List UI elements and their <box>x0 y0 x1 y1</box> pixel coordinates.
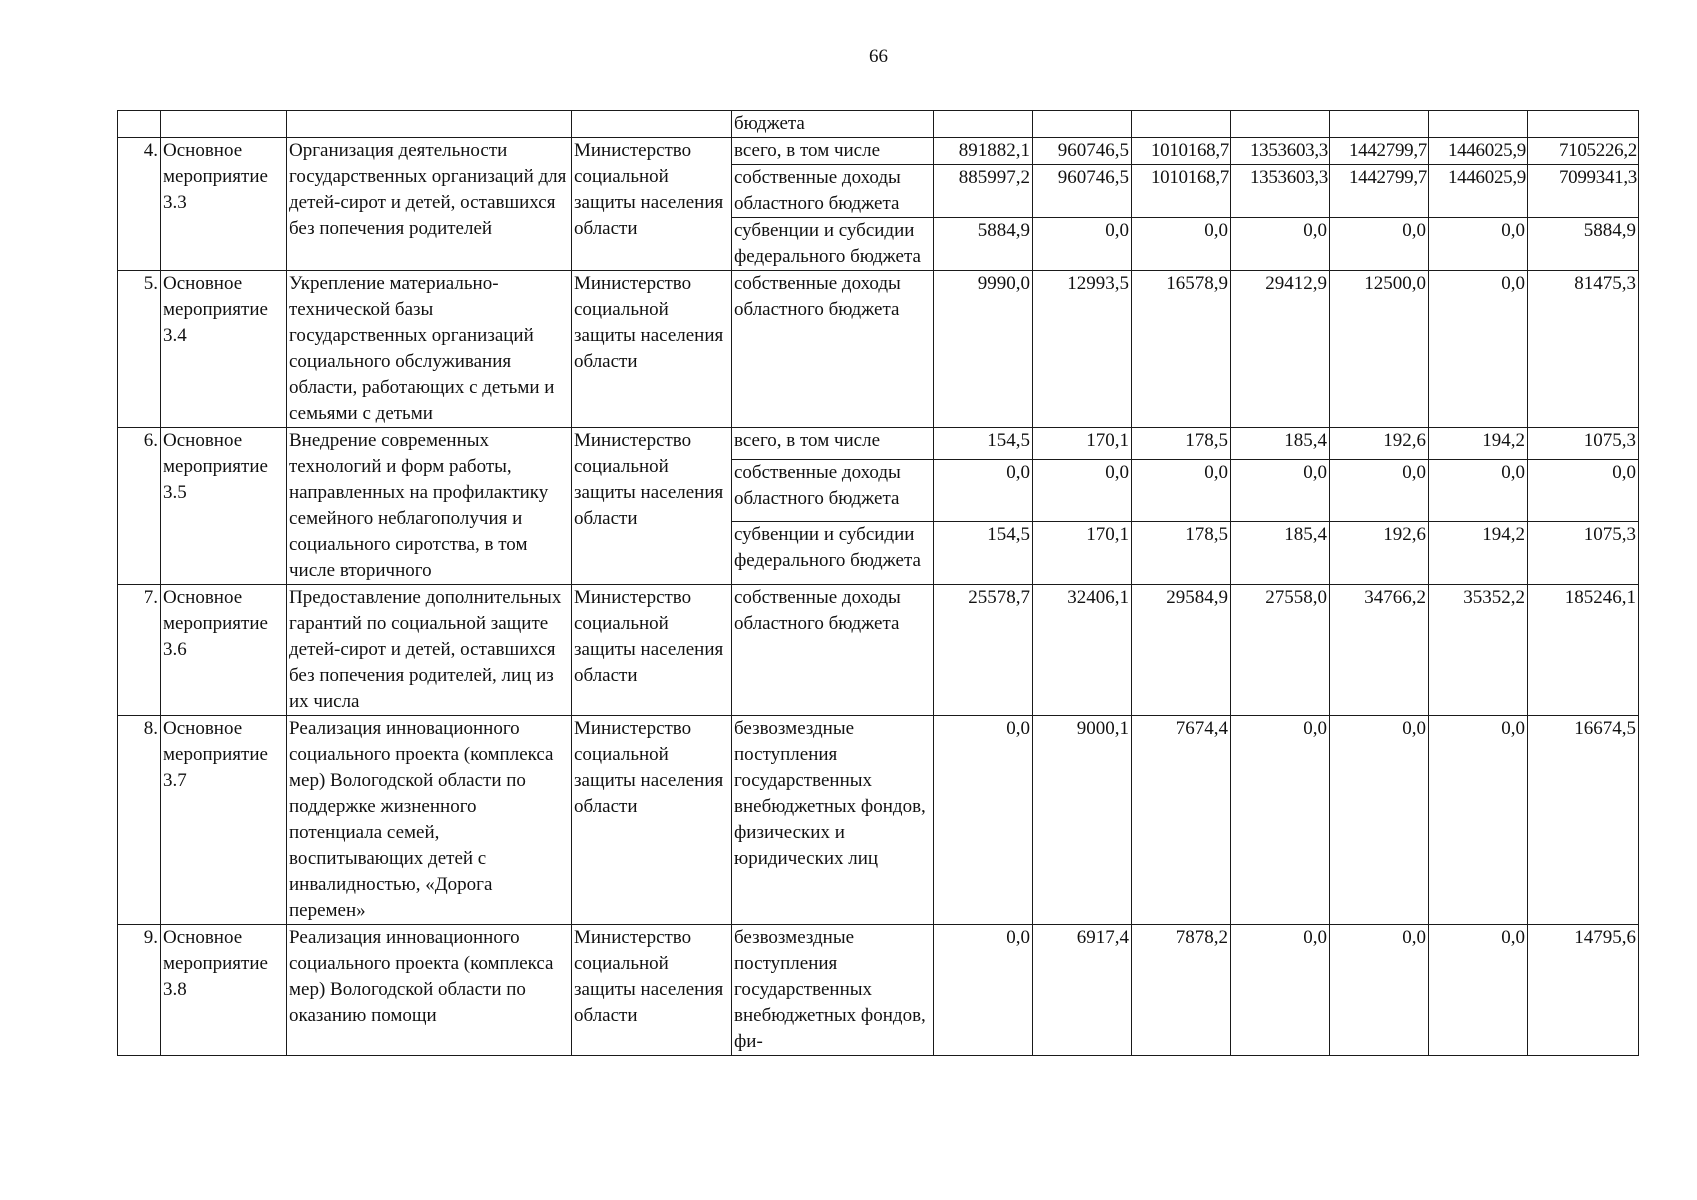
program-budget-table <box>117 110 1639 1056</box>
value-2020: 9000,1 <box>1033 716 1132 925</box>
row-index: 5. <box>118 271 161 428</box>
value-2023: 0,0 <box>1330 459 1429 522</box>
activity-name: Основное мероприятие 3.8 <box>161 925 287 1056</box>
value-2024: 0,0 <box>1429 459 1528 522</box>
value-2022: 0,0 <box>1231 716 1330 925</box>
page-number: 66 <box>869 46 888 67</box>
value-total: 14795,6 <box>1528 925 1639 1056</box>
value-2020: 0,0 <box>1033 218 1132 271</box>
funding-source: собственные доходы областного бюджета <box>732 459 934 522</box>
value-2022: 185,4 <box>1231 428 1330 460</box>
value-total: 16674,5 <box>1528 716 1639 925</box>
value-2021 <box>1132 111 1231 138</box>
value-2019: 154,5 <box>934 522 1033 585</box>
funding-source: собственные доходы областного бюджета <box>732 585 934 716</box>
value-2021: 178,5 <box>1132 428 1231 460</box>
value-2022: 1353603,3 <box>1231 165 1330 218</box>
executor: Министерство социальной защиты населения области <box>572 271 732 428</box>
value-2019: 5884,9 <box>934 218 1033 271</box>
value-total: 1075,3 <box>1528 522 1639 585</box>
activity-name <box>161 111 287 138</box>
value-2024: 1446025,9 <box>1429 165 1528 218</box>
value-total: 81475,3 <box>1528 271 1639 428</box>
value-2020: 170,1 <box>1033 428 1132 460</box>
executor: Министерство социальной защиты населения области <box>572 138 732 271</box>
value-2022: 1353603,3 <box>1231 138 1330 165</box>
value-2023: 34766,2 <box>1330 585 1429 716</box>
executor: Министерство социальной защиты населения области <box>572 428 732 585</box>
value-2019 <box>934 111 1033 138</box>
table-body <box>118 111 1639 1056</box>
value-2020: 6917,4 <box>1033 925 1132 1056</box>
value-2020: 170,1 <box>1033 522 1132 585</box>
value-2022: 0,0 <box>1231 218 1330 271</box>
value-2024: 1446025,9 <box>1429 138 1528 165</box>
value-2021: 7878,2 <box>1132 925 1231 1056</box>
value-2024: 35352,2 <box>1429 585 1528 716</box>
value-2023: 192,6 <box>1330 428 1429 460</box>
value-total: 7105226,2 <box>1528 138 1639 165</box>
table-row <box>118 716 1639 925</box>
funding-source: собственные доходы областного бюджета <box>732 271 934 428</box>
funding-source: всего, в том числе <box>732 138 934 165</box>
value-2020: 960746,5 <box>1033 165 1132 218</box>
activity-description: Реализация инновационного социального проекта (комплекса мер) Вологодской области по поддержке жизненного потенциала семей, воспитывающих детей с инвалидностью, «Дорога перемен» <box>287 716 572 925</box>
value-2020: 0,0 <box>1033 459 1132 522</box>
value-total: 0,0 <box>1528 459 1639 522</box>
value-2019: 0,0 <box>934 459 1033 522</box>
row-index: 9. <box>118 925 161 1056</box>
activity-description <box>287 111 572 138</box>
value-2024: 194,2 <box>1429 428 1528 460</box>
value-2019: 891882,1 <box>934 138 1033 165</box>
funding-source: безвозмездные поступления государственных внебюджетных фондов, физических и юридических лиц <box>732 716 934 925</box>
value-2023: 0,0 <box>1330 218 1429 271</box>
value-2021: 178,5 <box>1132 522 1231 585</box>
executor: Министерство социальной защиты населения области <box>572 716 732 925</box>
value-2024 <box>1429 111 1528 138</box>
value-2024: 0,0 <box>1429 271 1528 428</box>
funding-source: собственные доходы областного бюджета <box>732 165 934 218</box>
value-2019: 0,0 <box>934 716 1033 925</box>
value-total: 185246,1 <box>1528 585 1639 716</box>
value-2019: 0,0 <box>934 925 1033 1056</box>
value-2022: 185,4 <box>1231 522 1330 585</box>
value-total: 7099341,3 <box>1528 165 1639 218</box>
activity-name: Основное мероприятие 3.3 <box>161 138 287 271</box>
activity-name: Основное мероприятие 3.6 <box>161 585 287 716</box>
value-2020: 960746,5 <box>1033 138 1132 165</box>
row-index: 8. <box>118 716 161 925</box>
row-index: 7. <box>118 585 161 716</box>
value-2022: 0,0 <box>1231 925 1330 1056</box>
value-2023 <box>1330 111 1429 138</box>
value-2021: 1010168,7 <box>1132 165 1231 218</box>
value-2021: 0,0 <box>1132 218 1231 271</box>
value-2022: 29412,9 <box>1231 271 1330 428</box>
activity-description: Внедрение современных технологий и форм работы, направленных на профилактику семейного неблагополучия и социального сиротства, в том числе вторичного <box>287 428 572 585</box>
value-2021: 16578,9 <box>1132 271 1231 428</box>
executor: Министерство социальной защиты населения области <box>572 925 732 1056</box>
value-2023: 1442799,7 <box>1330 138 1429 165</box>
funding-source: безвозмездные поступления государственных внебюджетных фондов, фи- <box>732 925 934 1056</box>
funding-source: субвенции и субсидии федерального бюджета <box>732 218 934 271</box>
value-2021: 0,0 <box>1132 459 1231 522</box>
table-row <box>118 138 1639 165</box>
value-2022: 27558,0 <box>1231 585 1330 716</box>
activity-description: Организация деятельности государственных организаций для детей-сирот и детей, оставшихся без попечения родителей <box>287 138 572 271</box>
activity-name: Основное мероприятие 3.5 <box>161 428 287 585</box>
value-2020: 32406,1 <box>1033 585 1132 716</box>
value-2019: 154,5 <box>934 428 1033 460</box>
value-2024: 0,0 <box>1429 925 1528 1056</box>
value-2022 <box>1231 111 1330 138</box>
activity-name: Основное мероприятие 3.4 <box>161 271 287 428</box>
executor: Министерство социальной защиты населения области <box>572 585 732 716</box>
value-2021: 29584,9 <box>1132 585 1231 716</box>
table-row <box>118 111 1639 138</box>
value-2019: 885997,2 <box>934 165 1033 218</box>
value-2024: 194,2 <box>1429 522 1528 585</box>
value-2024: 0,0 <box>1429 218 1528 271</box>
executor <box>572 111 732 138</box>
value-2020 <box>1033 111 1132 138</box>
table-row <box>118 271 1639 428</box>
value-2023: 0,0 <box>1330 716 1429 925</box>
value-2023: 12500,0 <box>1330 271 1429 428</box>
table-row <box>118 428 1639 460</box>
activity-name: Основное мероприятие 3.7 <box>161 716 287 925</box>
value-2023: 1442799,7 <box>1330 165 1429 218</box>
value-total <box>1528 111 1639 138</box>
value-2019: 9990,0 <box>934 271 1033 428</box>
row-index: 6. <box>118 428 161 585</box>
funding-source: всего, в том числе <box>732 428 934 460</box>
activity-description: Реализация инновационного социального проекта (комплекса мер) Вологодской области по оказанию помощи <box>287 925 572 1056</box>
funding-source: бюджета <box>732 111 934 138</box>
value-2021: 7674,4 <box>1132 716 1231 925</box>
value-2023: 0,0 <box>1330 925 1429 1056</box>
activity-description: Предоставление дополнительных гарантий по социальной защите детей-сирот и детей, оставшихся без попечения родителей, лиц из их числа <box>287 585 572 716</box>
activity-description: Укрепление материально-технической базы государственных организаций социального обслуживания области, работающих с детьми и семьями с детьми <box>287 271 572 428</box>
row-index <box>118 111 161 138</box>
row-index: 4. <box>118 138 161 271</box>
value-2023: 192,6 <box>1330 522 1429 585</box>
value-2024: 0,0 <box>1429 716 1528 925</box>
value-2022: 0,0 <box>1231 459 1330 522</box>
value-2021: 1010168,7 <box>1132 138 1231 165</box>
funding-source: субвенции и субсидии федерального бюджета <box>732 522 934 585</box>
value-2019: 25578,7 <box>934 585 1033 716</box>
table-row <box>118 925 1639 1056</box>
value-total: 1075,3 <box>1528 428 1639 460</box>
table-row <box>118 585 1639 716</box>
value-2020: 12993,5 <box>1033 271 1132 428</box>
value-total: 5884,9 <box>1528 218 1639 271</box>
